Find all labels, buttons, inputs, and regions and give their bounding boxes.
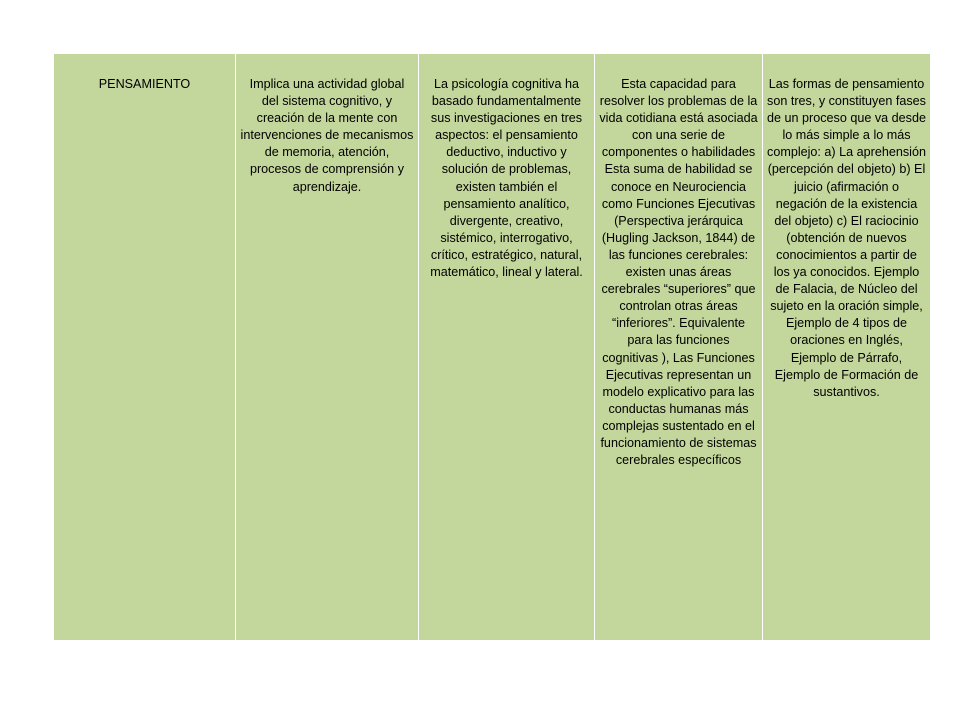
cell-executive-functions [595,54,763,641]
cell-research [419,54,595,641]
forms-text: Las formas de pensamiento son tres, y constituyen fases de un proceso que va desde lo más simple a lo más complejo: a) La aprehensión (percepción del objeto) b) El juicio (afirmación o negación de la existencia del objeto) c) El raciocinio (obtención de nuevos conocimientos a partir de los ya conocidos. Ejemplo de Falacia, de Núcleo del sujeto en la oración simple, Ejemplo de 4 tipos de oraciones en Inglés, Ejemplo de Párrafo, Ejemplo de Formación de sustantivos. [767,77,926,399]
executive-functions-detail: Esta suma de habilidad se conoce en Neurociencia como Funciones Ejecutivas (Perspectiva jerárquica (Hugling Jackson, 1844) de las funciones cerebrales: existen unas áreas cerebrales “superiores” que controlan otras áreas “inferiores”. Equivalente para las funciones cognitivas ), Las Funciones Ejecutivas representan un modelo explicativo para las conductas humanas más complejas sustentado en el funcionamiento de sistemas cerebrales específicos [600,162,757,468]
table-row [54,54,931,641]
concept-text: PENSAMIENTO [98,77,191,91]
cell-forms [763,54,931,641]
cell-definition [236,54,419,641]
thinking-table [53,53,931,641]
definition-text: Implica una actividad global del sistema cognitivo, y creación de la mente con intervenciones de mecanismos de memoria, atención, procesos de comprensión y aprendizaje. [240,77,414,194]
cell-concept [54,54,236,641]
research-text: La psicología cognitiva ha basado fundamentalmente sus investigaciones en tres aspectos: el pensamiento deductivo, inductivo y solución de problemas, existen también el pensamiento analítico, divergente, creativo, sistémico, interrogativo, crítico, estratégico, natural, matemático, lineal y lateral. [430,77,583,280]
executive-functions-intro: Esta capacidad para resolver los problemas de la vida cotidiana está asociada con una serie de componentes o habilidades [599,77,758,160]
